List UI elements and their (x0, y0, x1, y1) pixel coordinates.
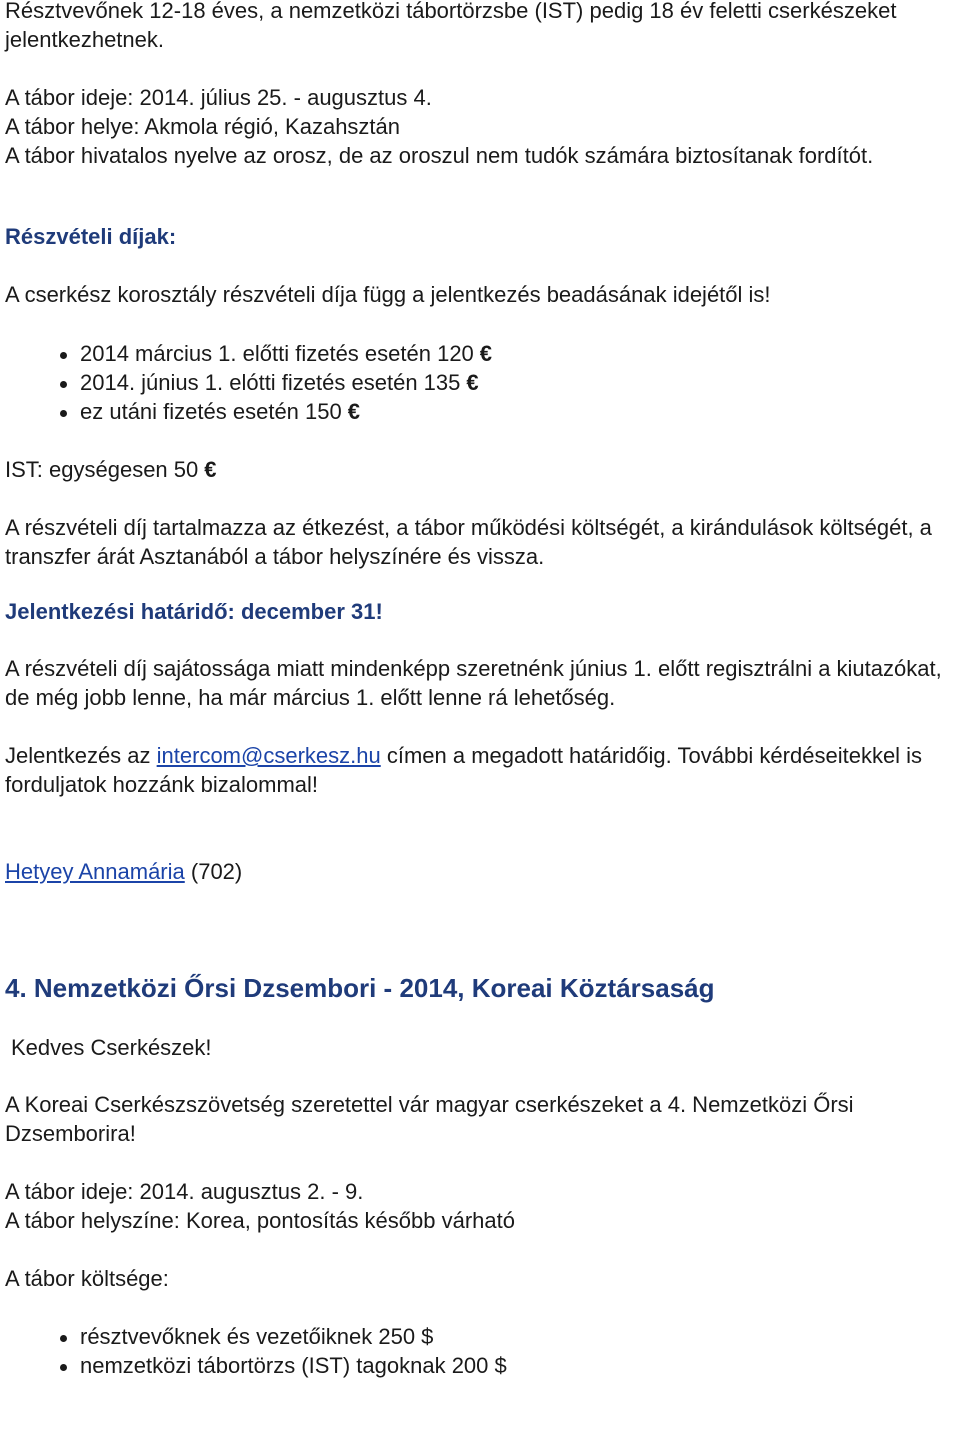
email-link[interactable]: intercom@cserkesz.hu (156, 743, 381, 768)
ist-fee: IST: egységesen 50 € (5, 457, 217, 482)
korea-cost-heading: A tábor költsége: (5, 1266, 169, 1291)
deadline-note: A részvételi díj sajátossága miatt mindenképp szeretnénk június 1. előtt regisztrálni a kiutazókat, de még jobb lenne, ha már március 1. előtt lenne rá lehetőség. (5, 656, 942, 710)
euro-icon: € (347, 399, 360, 424)
cost-item: résztvevőknek és vezetőiknek 250 $ (80, 1322, 960, 1351)
korea-greeting: Kedves Cserkészek! (11, 1035, 212, 1060)
fee-item: 2014 március 1. előtti fizetés esetén 120 € (80, 339, 960, 368)
contact-text: Jelentkezés az intercom@cserkesz.hu címen a megadott határidőig. További kérdéseitekkel is forduljatok hozzánk bizalommal! (5, 743, 923, 797)
fee-item: 2014. június 1. elótti fizetés esetén 135 € (80, 368, 960, 397)
korea-cost-list (5, 1322, 960, 1380)
korea-title: 4. Nemzetközi Őrsi Dzsembori - 2014, Koreai Köztársaság (5, 973, 715, 1003)
euro-icon: € (479, 341, 493, 366)
korea-place: A tábor helyszíne: Korea, pontosítás később várható (5, 1208, 515, 1233)
fee-item: ez utáni fizetés esetén 150 € (80, 397, 960, 426)
korea-invite: A Koreai Cserkészszövetség szeretettel vár magyar cserkészeket a 4. Nemzetközi Őrsi Dzsemborira! (5, 1092, 854, 1146)
camp-place: A tábor helye: Akmola régió, Kazahsztán (5, 114, 401, 139)
eligibility-text: Résztvevőnek 12-18 éves, a nemzetközi tábortörzsbe (IST) pedig 18 év feletti cserkészeket jelentkezhetnek. (5, 0, 897, 52)
euro-icon: € (204, 457, 217, 482)
fees-heading: Részvételi díjak: (5, 224, 177, 249)
cost-item: nemzetközi tábortörzs (IST) tagoknak 200 $ (80, 1351, 960, 1380)
deadline-heading: Jelentkezési határidő: december 31! (5, 599, 383, 624)
fee-includes: A részvételi díj tartalmazza az étkezést, a tábor működési költségét, a kirándulások költségét, a transzfer árát Asztanából a tábor helyszínére és vissza. (5, 515, 932, 569)
camp-language: A tábor hivatalos nyelve az orosz, de az oroszul nem tudók számára biztosítanak fordítót. (5, 143, 874, 168)
korea-date: A tábor ideje: 2014. augusztus 2. - 9. (5, 1179, 364, 1204)
signature-name-link[interactable]: Hetyey Annamária (5, 859, 185, 884)
fees-intro: A cserkész korosztály részvételi díja függ a jelentkezés beadásának idejétől is! (5, 282, 771, 307)
fee-list (5, 339, 960, 426)
signature: Hetyey Annamária (702) (5, 859, 243, 884)
camp-date: A tábor ideje: 2014. július 25. - augusztus 4. (5, 85, 432, 110)
euro-icon: € (466, 370, 479, 395)
document (5, 0, 960, 1380)
